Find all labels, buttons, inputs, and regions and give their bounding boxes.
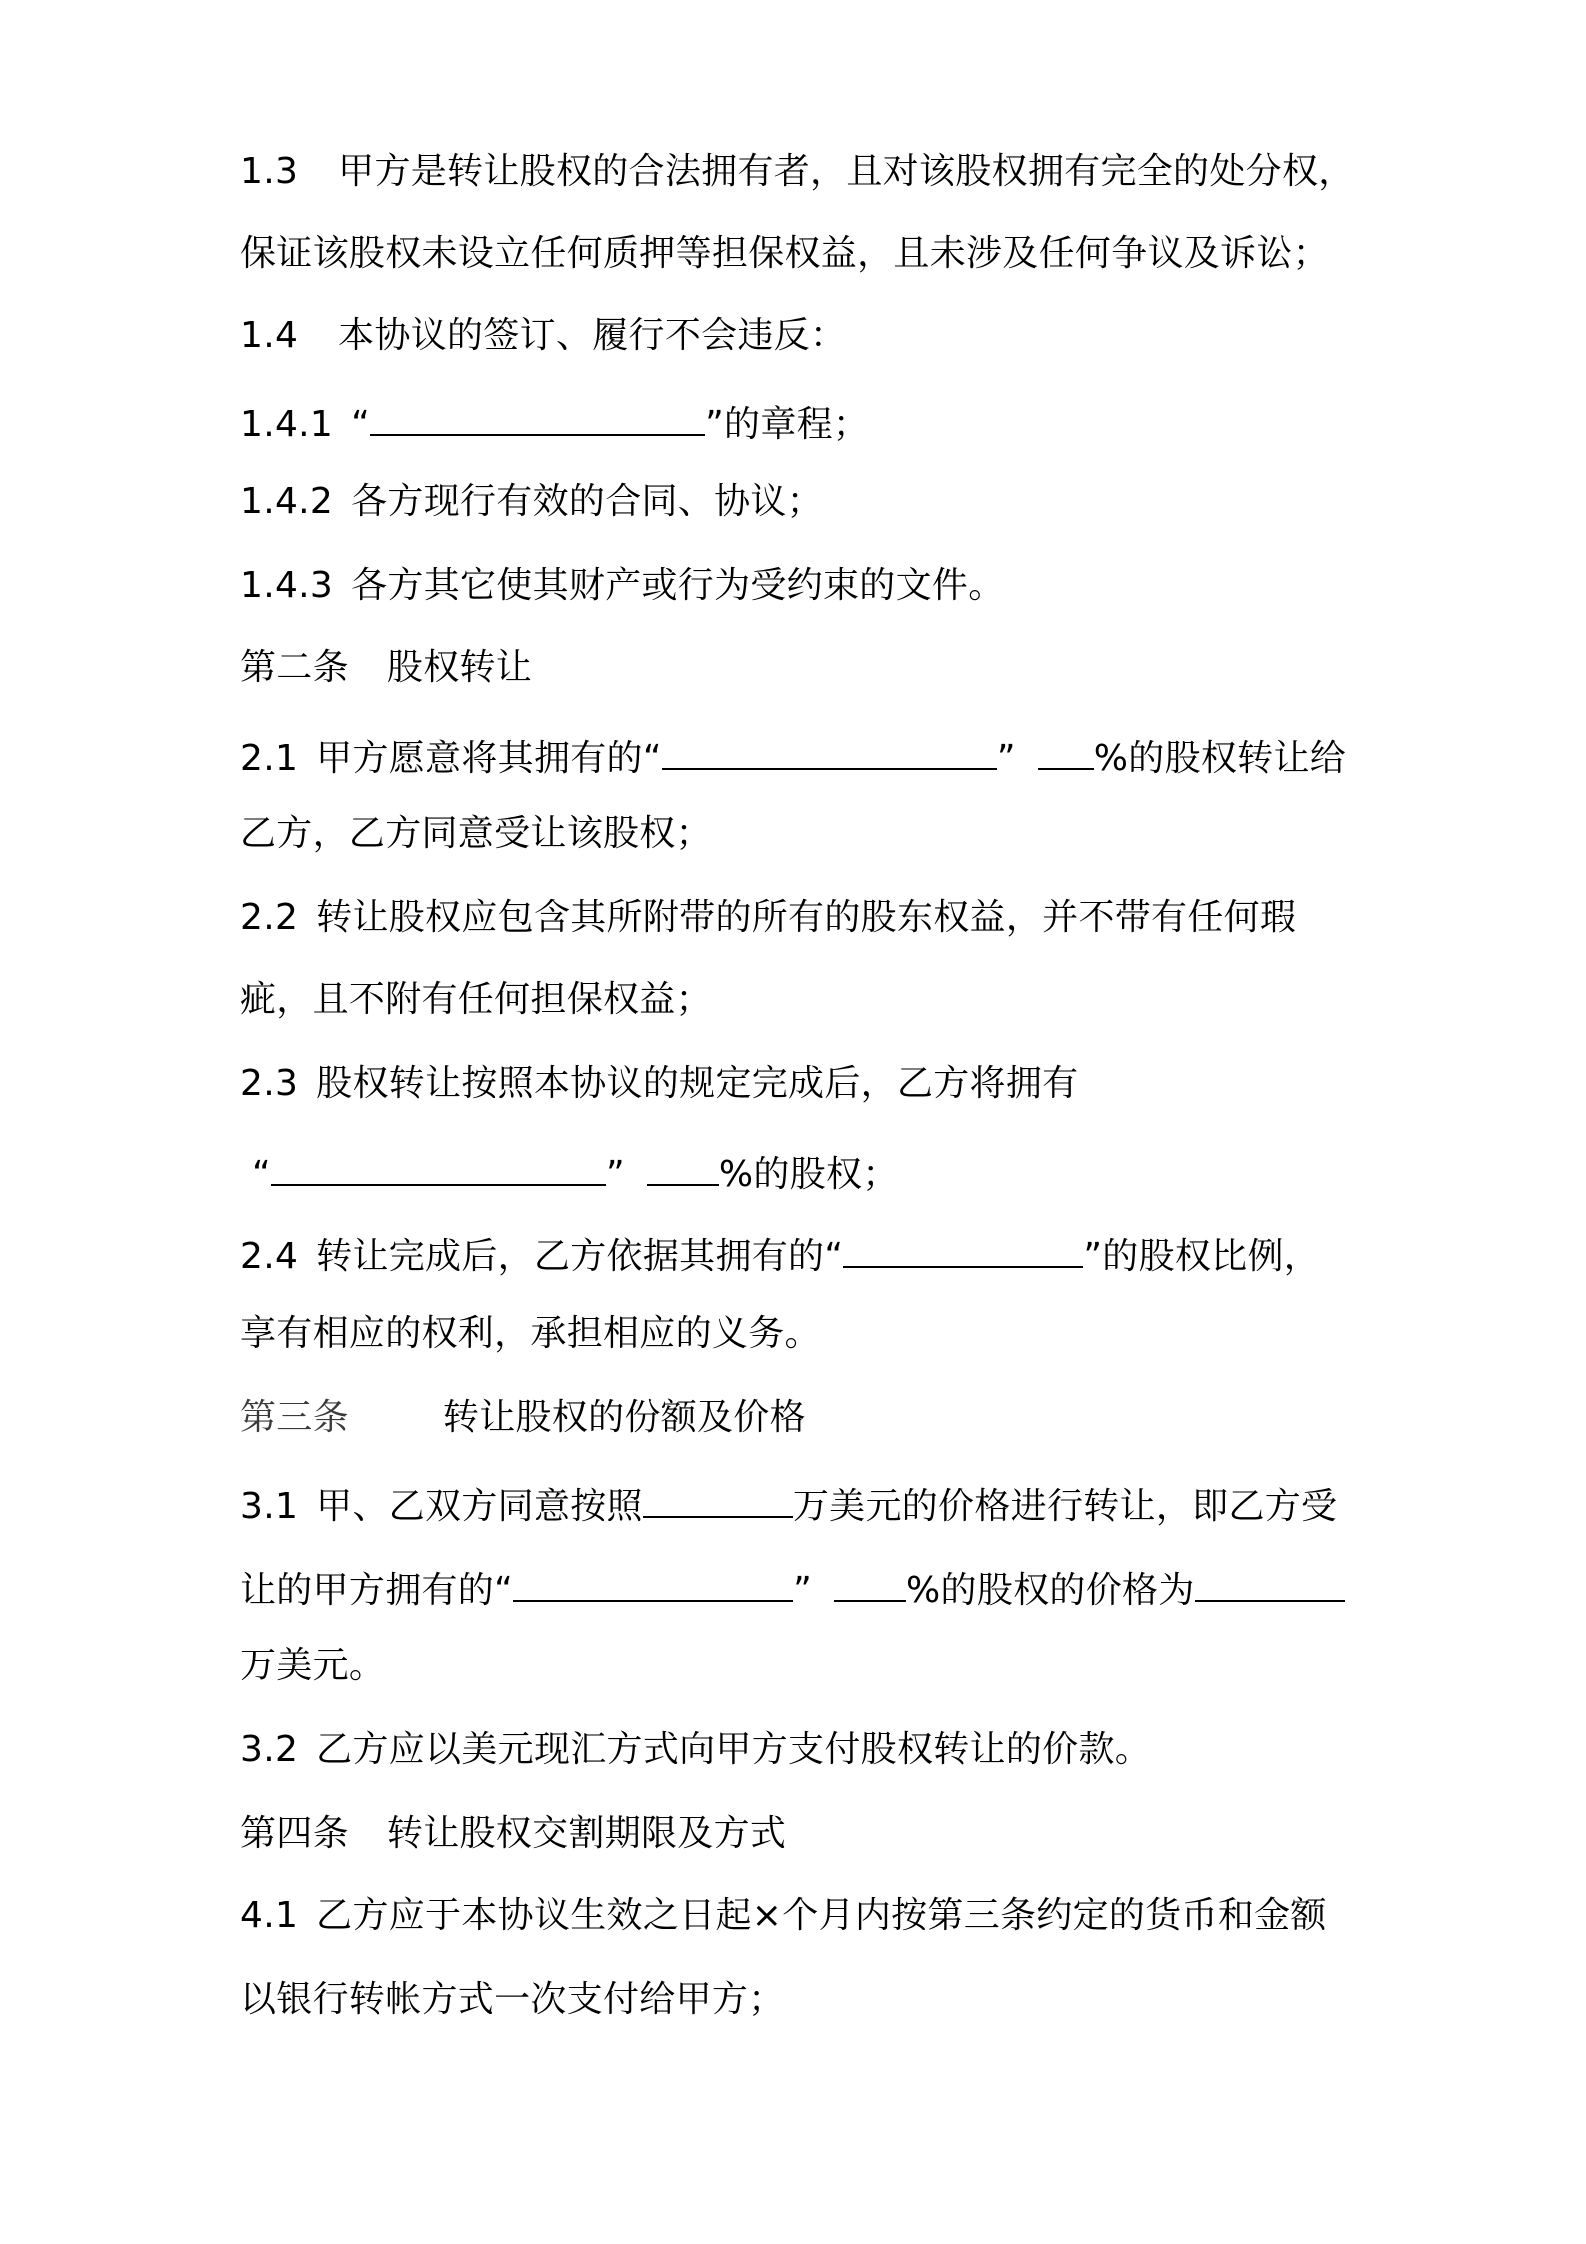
clause-number: 3.1: [240, 1486, 299, 1527]
clause-text: 万美元的价格进行转让，即乙方受: [792, 1486, 1338, 1527]
clause-2-1-continued: [240, 812, 712, 856]
clause-2-3-continued: [252, 1146, 899, 1197]
clause-1-4: [240, 314, 846, 358]
clause-text: 甲方是转让股权的合法拥有者，且对该股权拥有完全的处分权，: [338, 151, 1355, 192]
clause-text: 万美元。: [240, 1645, 386, 1686]
article-2-heading: [240, 646, 532, 690]
company-name-blank[interactable]: [843, 1228, 1083, 1268]
clause-text: %的股权；: [718, 1154, 899, 1195]
clause-number: 2.1: [240, 738, 299, 779]
clause-2-3: [240, 1062, 1078, 1106]
clause-text: 保证该股权未设立任何质押等担保权益，且未涉及任何争议及诉讼；: [240, 233, 1330, 274]
clause-1-3-continued: [240, 232, 1329, 276]
clause-text: 转让完成后，乙方依据其拥有的“: [316, 1236, 844, 1277]
clause-3-1-continued: [240, 1562, 1345, 1613]
clause-text: 各方现行有效的合同、协议；: [351, 481, 824, 522]
clause-number: 1.4: [240, 315, 299, 356]
company-name-blank[interactable]: [271, 1146, 606, 1186]
percentage-blank[interactable]: [1038, 730, 1094, 770]
clause-3-1: [240, 1478, 1337, 1529]
clause-number: 3.2: [240, 1729, 299, 1770]
clause-text: 各方其它使其财产或行为受约束的文件。: [351, 565, 1005, 606]
clause-text: 享有相应的权利，承担相应的义务。: [240, 1313, 821, 1354]
close-quote: ”: [996, 738, 1016, 779]
clause-text: 疵，且不附有任何担保权益；: [240, 979, 712, 1020]
open-quote: “: [351, 404, 371, 445]
open-quote: “: [252, 1154, 271, 1195]
clause-text: 转让股权应包含其所附带的所有的股东权益，并不带有任何瑕: [316, 897, 1297, 938]
article-3-heading: [240, 1396, 806, 1440]
clause-text: 乙方应以美元现汇方式向甲方支付股权转让的价款。: [316, 1729, 1152, 1770]
clause-text: %的股权转让给: [1093, 738, 1347, 779]
clause-4-1-continued: [240, 1978, 785, 2022]
company-name-blank[interactable]: [513, 1562, 793, 1602]
clause-text: ”的章程；: [705, 404, 870, 445]
clause-text: 本协议的签订、履行不会违反：: [338, 315, 847, 356]
clause-2-1: [240, 730, 1346, 781]
percentage-blank[interactable]: [647, 1146, 719, 1186]
article-title: 转让股权的份额及价格: [442, 1397, 806, 1438]
clause-text: 乙方应于本协议生效之日起×个月内按第三条约定的货币和金额: [316, 1895, 1327, 1936]
article-number: 第三条: [240, 1397, 349, 1438]
clause-number: 2.3: [240, 1063, 299, 1104]
company-name-blank[interactable]: [370, 396, 705, 436]
clause-text: 甲方愿意将其拥有的“: [316, 738, 662, 779]
clause-text: %的股权的价格为: [906, 1570, 1195, 1611]
article-4-heading: [240, 1812, 786, 1856]
clause-text: 让的甲方拥有的“: [240, 1570, 514, 1611]
clause-number: 2.4: [240, 1236, 299, 1277]
percentage-blank[interactable]: [834, 1562, 906, 1602]
clause-2-2-continued: [240, 978, 712, 1022]
clause-1-3: [240, 150, 1355, 194]
article-number: 第四条: [240, 1813, 349, 1854]
clause-text: 以银行转帐方式一次支付给甲方；: [240, 1979, 785, 2020]
clause-2-2: [240, 896, 1296, 940]
close-quote: ”: [793, 1570, 813, 1611]
clause-1-4-2: [240, 480, 823, 524]
clause-text: 甲、乙双方同意按照: [316, 1486, 643, 1527]
clause-3-1-end: [240, 1644, 385, 1688]
clause-number: 1.4.3: [240, 565, 334, 606]
clause-2-4: [240, 1228, 1320, 1279]
clause-2-4-continued: [240, 1312, 821, 1356]
clause-number: 1.4.1: [240, 404, 334, 445]
clause-text: ”的股权比例，: [1083, 1236, 1321, 1277]
company-name-blank[interactable]: [662, 730, 997, 770]
clause-text: 乙方，乙方同意受让该股权；: [240, 813, 712, 854]
clause-number: 4.1: [240, 1895, 299, 1936]
article-title: 转让股权交割期限及方式: [386, 1813, 787, 1854]
article-number: 第二条: [240, 647, 349, 688]
close-quote: ”: [605, 1154, 625, 1195]
clause-number: 2.2: [240, 897, 299, 938]
clause-1-4-3: [240, 564, 1005, 608]
clause-number: 1.3: [240, 151, 299, 192]
clause-text: 股权转让按照本协议的规定完成后，乙方将拥有: [316, 1063, 1079, 1104]
price-blank[interactable]: [643, 1478, 793, 1518]
price-blank[interactable]: [1195, 1562, 1345, 1602]
clause-number: 1.4.2: [240, 481, 334, 522]
clause-4-1: [240, 1894, 1327, 1938]
article-title: 股权转让: [386, 647, 533, 688]
clause-3-2: [240, 1728, 1151, 1772]
clause-1-4-1: [240, 396, 869, 447]
